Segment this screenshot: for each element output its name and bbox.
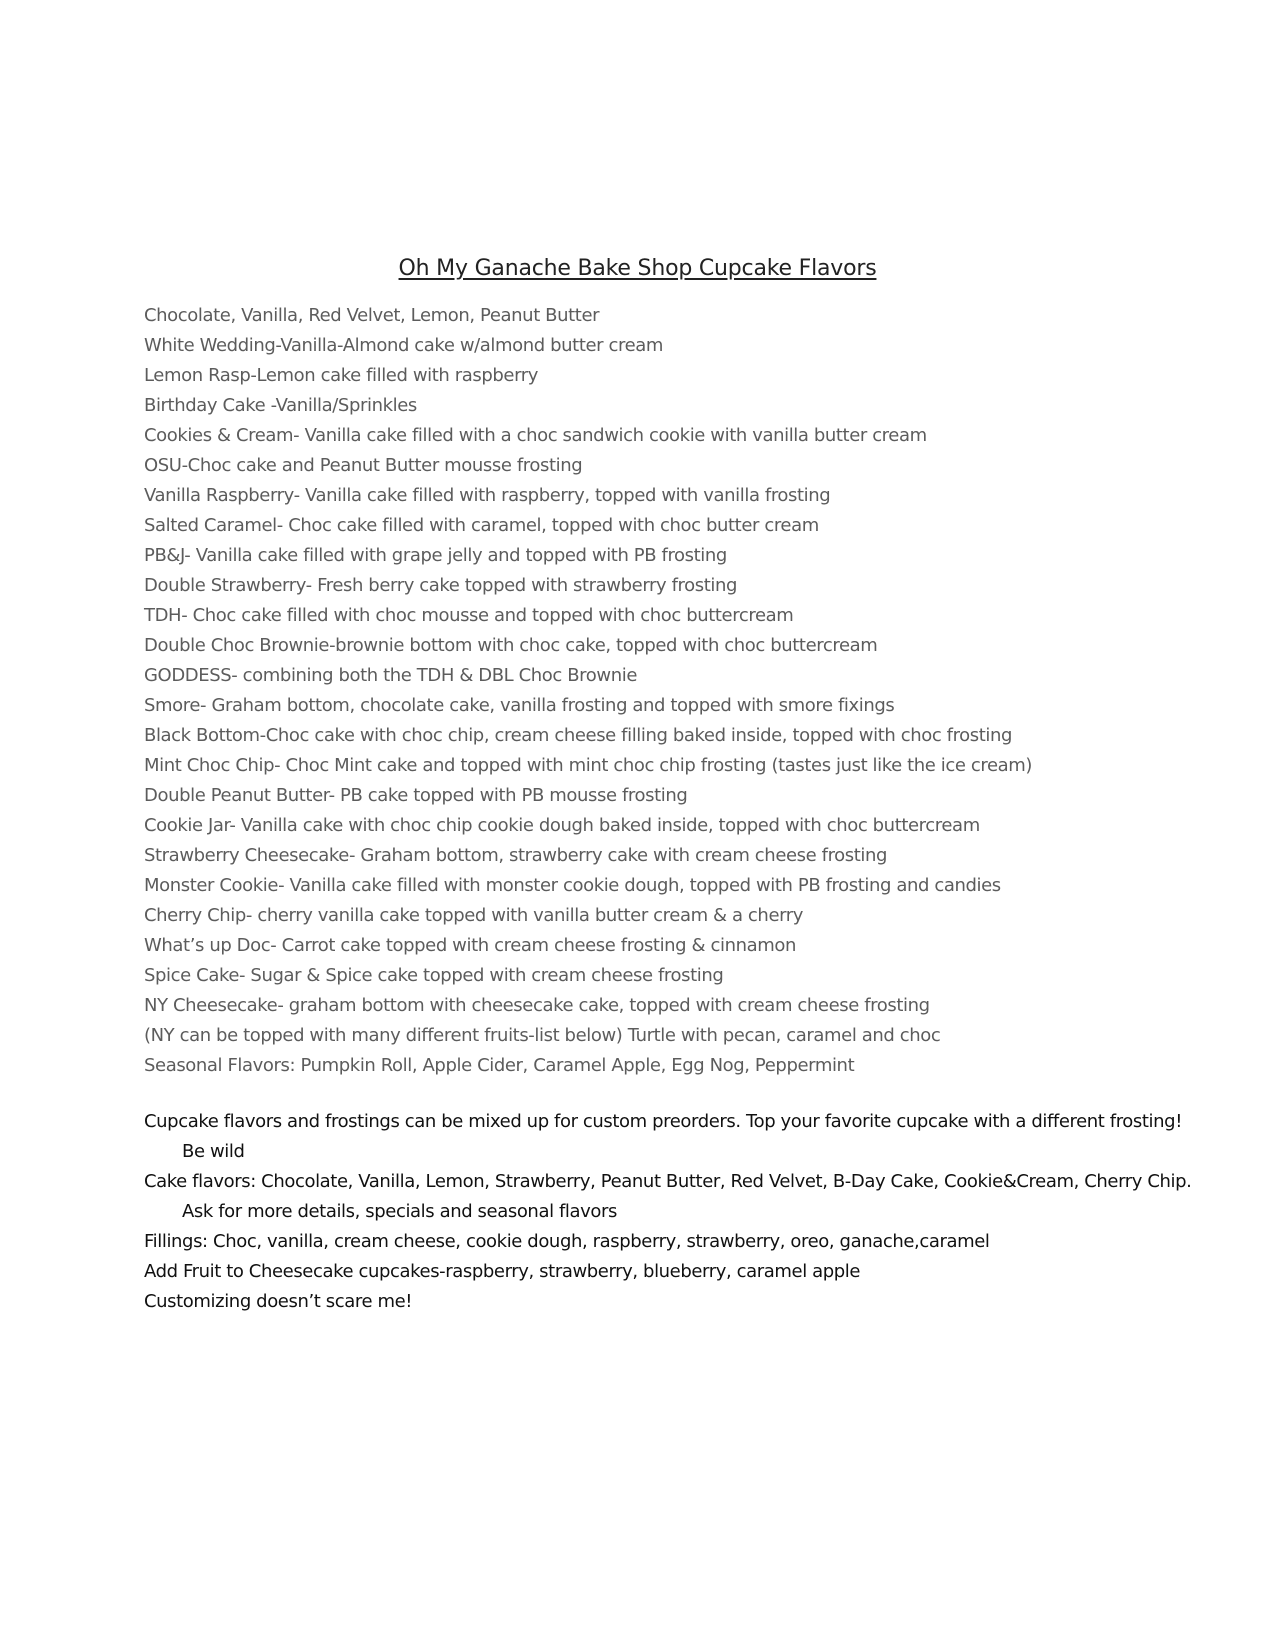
cake-flavors-continuation: Ask for more details, specials and seasonal flavors — [182, 1201, 618, 1222]
flavor-item: NY Cheesecake- graham bottom with cheesecake cake, topped with cream cheese frosting — [144, 995, 930, 1016]
flavor-item: Vanilla Raspberry- Vanilla cake filled with raspberry, topped with vanilla frosting — [144, 485, 831, 506]
flavor-item: Black Bottom-Choc cake with choc chip, cream cheese filling baked inside, topped with choc frosting — [144, 725, 1013, 746]
ordering-notes — [144, 1107, 1192, 1317]
flavor-item: Cookies & Cream- Vanilla cake filled with a choc sandwich cookie with vanilla butter cream — [144, 425, 927, 446]
cake-flavors-note — [144, 1167, 1192, 1227]
flavor-item: Lemon Rasp-Lemon cake filled with raspberry — [144, 365, 539, 386]
flavor-item: (NY can be topped with many different fruits-list below) Turtle with pecan, caramel and choc — [144, 1025, 941, 1046]
flavor-item: GODDESS- combining both the TDH & DBL Choc Brownie — [144, 665, 638, 686]
cake-flavors-text: Cake flavors: Chocolate, Vanilla, Lemon, Strawberry, Peanut Butter, Red Velvet, B-Day Cake, Cookie&Cream, Cherry Chip. — [144, 1171, 1192, 1192]
fillings-note: Fillings: Choc, vanilla, cream cheese, cookie dough, raspberry, strawberry, oreo, ganache,caramel — [144, 1231, 990, 1252]
flavor-item: Chocolate, Vanilla, Red Velvet, Lemon, Peanut Butter — [144, 305, 600, 326]
flavor-list — [144, 301, 1032, 1081]
flavor-item: Mint Choc Chip- Choc Mint cake and topped with mint choc chip frosting (tastes just like the ice cream) — [144, 755, 1033, 776]
document-title: Oh My Ganache Bake Shop Cupcake Flavors — [398, 256, 877, 281]
flavor-item: Seasonal Flavors: Pumpkin Roll, Apple Cider, Caramel Apple, Egg Nog, Peppermint — [144, 1055, 855, 1076]
custom-order-text: Cupcake flavors and frostings can be mixed up for custom preorders. Top your favorite cupcake with a different frosting! — [144, 1111, 1183, 1132]
flavor-item: Spice Cake- Sugar & Spice cake topped with cream cheese frosting — [144, 965, 724, 986]
custom-order-continuation: Be wild — [182, 1141, 245, 1162]
flavor-item: White Wedding-Vanilla-Almond cake w/almond butter cream — [144, 335, 664, 356]
customizing-note: Customizing doesn’t scare me! — [144, 1291, 413, 1312]
flavor-item: What’s up Doc- Carrot cake topped with cream cheese frosting & cinnamon — [144, 935, 796, 956]
add-fruit-note: Add Fruit to Cheesecake cupcakes-raspberry, strawberry, blueberry, caramel apple — [144, 1261, 861, 1282]
flavor-item: Cherry Chip- cherry vanilla cake topped with vanilla butter cream & a cherry — [144, 905, 804, 926]
flavor-item: Monster Cookie- Vanilla cake filled with monster cookie dough, topped with PB frosting and candies — [144, 875, 1001, 896]
flavor-item: Double Strawberry- Fresh berry cake topped with strawberry frosting — [144, 575, 737, 596]
flavor-item: Smore- Graham bottom, chocolate cake, vanilla frosting and topped with smore fixings — [144, 695, 895, 716]
flavor-item: Double Peanut Butter- PB cake topped with PB mousse frosting — [144, 785, 688, 806]
flavor-item: TDH- Choc cake filled with choc mousse and topped with choc buttercream — [144, 605, 794, 626]
custom-order-note — [144, 1107, 1184, 1167]
flavor-item: OSU-Choc cake and Peanut Butter mousse frosting — [144, 455, 583, 476]
flavor-item: Birthday Cake -Vanilla/Sprinkles — [144, 395, 417, 416]
flavor-item: Strawberry Cheesecake- Graham bottom, strawberry cake with cream cheese frosting — [144, 845, 888, 866]
flavor-item: PB&J- Vanilla cake filled with grape jelly and topped with PB frosting — [144, 545, 727, 566]
flavor-item: Salted Caramel- Choc cake filled with caramel, topped with choc butter cream — [144, 515, 819, 536]
flavor-item: Double Choc Brownie-brownie bottom with choc cake, topped with choc buttercream — [144, 635, 878, 656]
flavor-item: Cookie Jar- Vanilla cake with choc chip cookie dough baked inside, topped with choc buttercream — [144, 815, 980, 836]
